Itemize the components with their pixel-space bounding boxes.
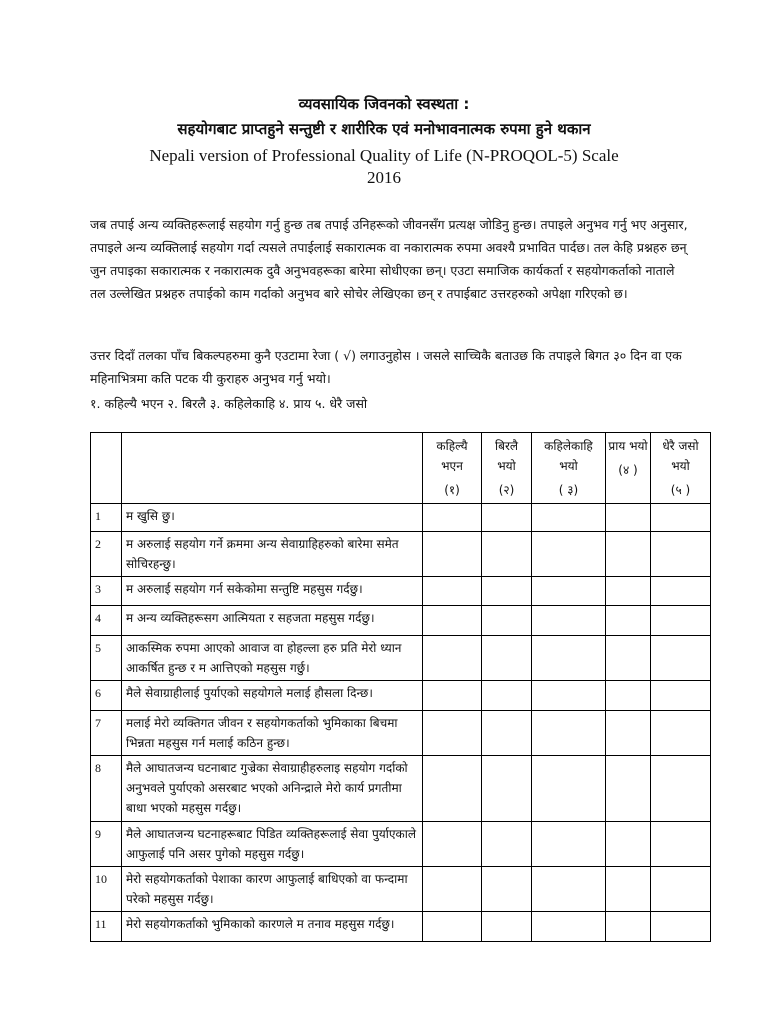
row-statement: मैले आघातजन्य घटनाबाट गुज्रेका सेवाग्राहीहरुलाइ सहयोग गर्दाको अनुभवले पुर्याएको असरबाट भएको अनिन्द्राले मेरो कार्य प्रगतीमा बाधा भएको महसुस गर्दछु। [122, 756, 423, 822]
row-number: 8 [91, 756, 122, 822]
answer-cell-5[interactable] [651, 606, 711, 636]
table-row [91, 912, 711, 942]
answer-cell-5[interactable] [651, 867, 711, 912]
answer-cell-2[interactable] [482, 756, 532, 822]
answer-cell-4[interactable] [606, 681, 651, 711]
answer-cell-2[interactable] [482, 711, 532, 756]
questionnaire-table [90, 432, 711, 942]
header-option-2 [482, 433, 532, 504]
answer-cell-3[interactable] [532, 867, 606, 912]
row-number: 11 [91, 912, 122, 942]
answer-cell-3[interactable] [532, 532, 606, 577]
header-option-label: कहिल्यै भएन [436, 439, 468, 473]
answer-cell-4[interactable] [606, 912, 651, 942]
answer-cell-5[interactable] [651, 532, 711, 577]
answer-cell-2[interactable] [482, 681, 532, 711]
answer-cell-4[interactable] [606, 532, 651, 577]
answer-cell-4[interactable] [606, 577, 651, 606]
row-number: 2 [91, 532, 122, 577]
row-statement: आकस्मिक रुपमा आएको आवाज वा होहल्ला हरु प्रति मेरो ध्यान आकर्षित हुन्छ र म आत्तिएको महसुस गर्छु। [122, 636, 423, 681]
answer-cell-5[interactable] [651, 577, 711, 606]
answer-cell-3[interactable] [532, 756, 606, 822]
header-option-5 [651, 433, 711, 504]
answer-cell-1[interactable] [423, 532, 482, 577]
table-row [91, 756, 711, 822]
row-number: 1 [91, 504, 122, 532]
title-line-3: Nepali version of Professional Quality of Life (N-PROQOL-5) Scale [149, 146, 619, 165]
header-number-cell [91, 433, 122, 504]
title-line-1: व्यवसायिक जिवनको स्वस्थता : [298, 95, 470, 113]
row-statement: मेरो सहयोगकर्ताको पेशाका कारण आफुलाई बाधिएको वा फन्दामा परेको महसुस गर्दछु। [122, 867, 423, 912]
row-statement: मलाई मेरो व्यक्तिगत जीवन र सहयोगकर्ताको भुमिकाका बिचमा भिन्नता महसुस गर्न मलाई कठिन हुन्छ। [122, 711, 423, 756]
answer-cell-2[interactable] [482, 504, 532, 532]
table-row [91, 867, 711, 912]
answer-cell-1[interactable] [423, 606, 482, 636]
table-row [91, 636, 711, 681]
row-statement: म अरुलाई सहयोग गर्न सकेकोमा सन्तुष्टि महसुस गर्दछु। [122, 577, 423, 606]
header-option-label: बिरलै भयो [494, 439, 518, 473]
row-number: 6 [91, 681, 122, 711]
row-statement: म अरुलाई सहयोग गर्ने क्रममा अन्य सेवाग्राहिहरुको बारेमा समेत सोचिरहन्छु। [122, 532, 423, 577]
header-statement-cell [122, 433, 423, 504]
answer-cell-5[interactable] [651, 504, 711, 532]
answer-cell-2[interactable] [482, 867, 532, 912]
answer-cell-3[interactable] [532, 681, 606, 711]
answer-cell-1[interactable] [423, 822, 482, 867]
header-option-label: कहिलेकाहि भयो [544, 439, 593, 473]
answer-cell-3[interactable] [532, 636, 606, 681]
answer-cell-5[interactable] [651, 912, 711, 942]
answer-cell-4[interactable] [606, 606, 651, 636]
row-number: 3 [91, 577, 122, 606]
answer-cell-1[interactable] [423, 577, 482, 606]
table-row [91, 532, 711, 577]
row-number: 9 [91, 822, 122, 867]
answer-cell-4[interactable] [606, 504, 651, 532]
header-option-code: (४ ) [618, 463, 638, 477]
row-number: 4 [91, 606, 122, 636]
row-statement: म खुसि छु। [122, 504, 423, 532]
answer-cell-3[interactable] [532, 577, 606, 606]
answer-cell-2[interactable] [482, 532, 532, 577]
header-option-code: (१) [444, 483, 460, 497]
answer-cell-4[interactable] [606, 822, 651, 867]
answer-cell-3[interactable] [532, 711, 606, 756]
table-row [91, 681, 711, 711]
header-option-1 [423, 433, 482, 504]
answer-cell-1[interactable] [423, 504, 482, 532]
table-row [91, 711, 711, 756]
answer-cell-2[interactable] [482, 636, 532, 681]
answer-cell-2[interactable] [482, 577, 532, 606]
row-statement: मैले आघातजन्य घटनाहरूबाट पिडित व्यक्तिहरूलाई सेवा पुर्याएकाले आफुलाई पनि असर पुगेको महसुस गर्दछु। [122, 822, 423, 867]
table-row [91, 577, 711, 606]
answer-cell-4[interactable] [606, 636, 651, 681]
answer-cell-5[interactable] [651, 711, 711, 756]
answer-cell-2[interactable] [482, 912, 532, 942]
answer-cell-1[interactable] [423, 867, 482, 912]
header-option-3 [532, 433, 606, 504]
title-line-2: सहयोगबाट प्राप्तहुने सन्तुष्टी र शारीरिक एवं मनोभावनात्मक रुपमा हुने थकान [177, 120, 591, 138]
row-statement: म अन्य व्यक्तिहरूसग आत्मियता र सहजता महसुस गर्दछु। [122, 606, 423, 636]
answer-cell-5[interactable] [651, 681, 711, 711]
answer-cell-3[interactable] [532, 912, 606, 942]
answer-cell-5[interactable] [651, 822, 711, 867]
answer-cell-2[interactable] [482, 822, 532, 867]
answer-cell-3[interactable] [532, 606, 606, 636]
table-row [91, 504, 711, 532]
answer-cell-1[interactable] [423, 711, 482, 756]
answer-cell-1[interactable] [423, 756, 482, 822]
header-option-code: (२) [498, 483, 515, 497]
row-number: 5 [91, 636, 122, 681]
answer-cell-1[interactable] [423, 912, 482, 942]
table-header-row [91, 433, 711, 504]
answer-cell-4[interactable] [606, 756, 651, 822]
table-row [91, 606, 711, 636]
title-year: 2016 [367, 168, 401, 187]
answer-cell-2[interactable] [482, 606, 532, 636]
answer-cell-1[interactable] [423, 636, 482, 681]
row-statement: मेरो सहयोगकर्ताको भुमिकाको कारणले म तनाव महसुस गर्दछु। [122, 912, 423, 942]
header-option-code: ( ३) [558, 483, 579, 497]
header-option-label: प्राय भयो [608, 439, 648, 453]
scale-legend: १. कहिल्यै भएन २. बिरलै ३. कहिलेकाहि ४. प्राय ५. धेरै जसो [90, 396, 368, 411]
table-row [91, 822, 711, 867]
answer-cell-4[interactable] [606, 711, 651, 756]
answer-cell-3[interactable] [532, 504, 606, 532]
row-number: 10 [91, 867, 122, 912]
row-number: 7 [91, 711, 122, 756]
row-statement: मैले सेवाग्राहीलाई पुर्याएको सहयोगले मलाई हौसला दिन्छ। [122, 681, 423, 711]
header-option-4 [606, 433, 651, 504]
answer-cell-3[interactable] [532, 822, 606, 867]
header-option-label: धेरै जसो भयो [662, 439, 699, 473]
answer-cell-4[interactable] [606, 867, 651, 912]
answer-cell-5[interactable] [651, 636, 711, 681]
instruction-paragraph: उत्तर दिदाँ तलका पाँच बिकल्पहरुमा कुनै एउटामा रेजा ( √) लगाउनुहोस । जसले साच्चिकै बताउछ कि तपाइले बिगत ३० दिन वा एक महिनाभित्रमा कति पटक यी कुराहरु अनुभव गर्नु भयो। [90, 348, 682, 386]
answer-cell-5[interactable] [651, 756, 711, 822]
answer-cell-1[interactable] [423, 681, 482, 711]
intro-paragraph: जब तपाई अन्य व्यक्तिहरूलाई सहयोग गर्नु हुन्छ तब तपाई उनिहरूको जीवनसँग प्रत्यक्ष जोडिनु हुन्छ। तपाइले अनुभव गर्नु भए अनुसार, तपाइले अन्य व्यक्तिलाई सहयोग गर्दा त्यसले तपाईलाई सकारात्मक वा नकारात्मक रुपमा अवश्यै प्रभावित पार्दछ। तल केहि प्रश्नहरु छन् जुन तपाइका सकारात्मक र नकारात्मक दुवै अनुभवहरूका बारेमा सोधीएका छन्। एउटा समाजिक कार्यकर्ता र सहयोगकर्ताको नाताले तल उल्लेखित प्रश्नहरु तपाईको काम गर्दाको अनुभव बारे सोचेर लेखिएका छन् र तपाईबाट उत्तरहरुको अपेक्षा गरिएको छ। [90, 217, 688, 301]
header-option-code: (५ ) [670, 483, 691, 497]
